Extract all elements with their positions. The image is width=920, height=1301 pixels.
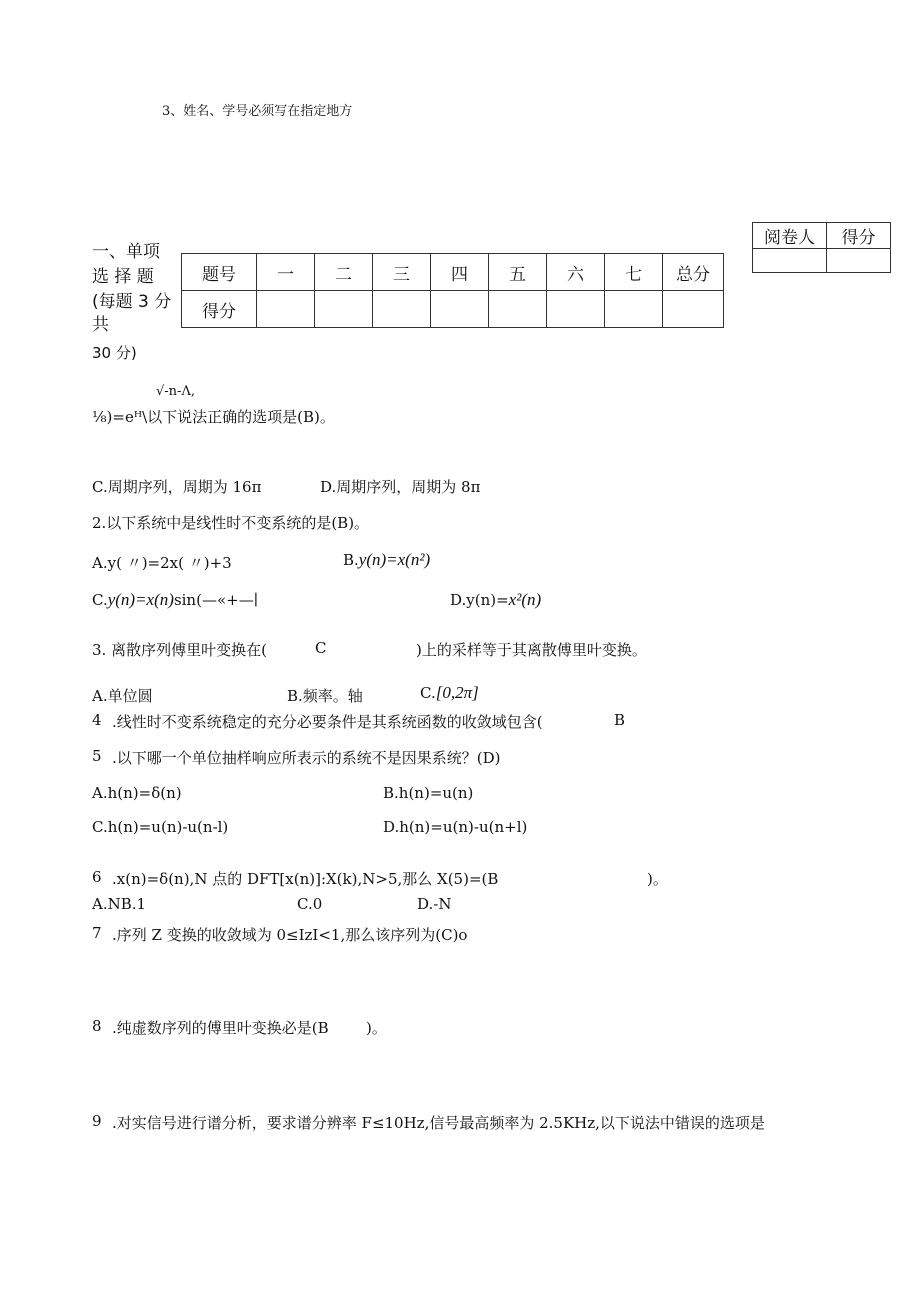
score-cell-7[interactable]	[605, 291, 663, 328]
score-cell-total[interactable]	[663, 291, 724, 328]
q3-option-a: A.单位圆	[92, 687, 153, 705]
score-table	[181, 253, 724, 328]
q2-option-d-formula: x²(n)	[508, 590, 542, 609]
score-header-4: 四	[431, 254, 489, 291]
score-cell-3[interactable]	[373, 291, 431, 328]
q4-answer: B	[614, 711, 626, 729]
q8-end: )。	[366, 1019, 387, 1037]
score-cell-5[interactable]	[489, 291, 547, 328]
q2-option-d	[450, 590, 541, 610]
score-header-6: 六	[547, 254, 605, 291]
q5-option-c: C.h(n)=u(n)-u(n-l)	[92, 818, 229, 836]
section-line-5: 30 分)	[92, 344, 137, 362]
q1-formula: √-n-Λ,	[156, 384, 195, 399]
q3-option-b: B.频率。轴	[287, 687, 363, 705]
q4-text: .线性时不变系统稳定的充分必要条件是其系统函数的收敛域包含(	[112, 713, 543, 731]
instruction-text: 3、姓名、学号必须写在指定地方	[162, 104, 353, 119]
q2-option-c-formula: y(n)=x(n)	[107, 590, 174, 609]
q2-text: 2.以下系统中是线性时不变系统的是(B)。	[92, 514, 370, 532]
q3-text: 3. 离散序列傅里叶变换在(	[92, 641, 267, 659]
q5-text: .以下哪一个单位抽样响应所表示的系统不是因果系统？(D)	[112, 749, 501, 767]
q5-option-b: B.h(n)=u(n)	[383, 784, 474, 802]
q9-number: 9	[92, 1112, 102, 1130]
score-cell-4[interactable]	[431, 291, 489, 328]
q6-end: )。	[647, 870, 668, 888]
reviewer-cell[interactable]	[753, 249, 827, 273]
q6-option-ab: A.NB.1	[92, 895, 147, 913]
score-header-1: 一	[257, 254, 315, 291]
q5-option-a: A.h(n)=δ(n)	[92, 784, 182, 802]
q2-option-b	[343, 550, 430, 570]
reviewer-score-header: 得分	[827, 223, 891, 249]
q7-number: 7	[92, 924, 102, 942]
q6-number: 6	[92, 868, 102, 886]
q1-option-d: D.周期序列，周期为 8π	[320, 478, 481, 496]
reviewer-header: 阅卷人	[753, 223, 827, 249]
section-line-4: 共	[92, 315, 109, 335]
q5-number: 5	[92, 747, 102, 765]
q7-text: .序列 Z 变换的收敛域为 0≤IzI<1,那么该序列为(C)o	[112, 926, 468, 944]
q5-option-d: D.h(n)=u(n)-u(n+l)	[383, 818, 528, 836]
score-header-5: 五	[489, 254, 547, 291]
q1-option-c: C.周期序列，周期为 16π	[92, 478, 262, 496]
score-header-3: 三	[373, 254, 431, 291]
section-line-1: 一、单项	[92, 242, 160, 262]
score-header-row	[182, 254, 724, 291]
q6-option-c: C.0	[297, 895, 323, 913]
q3-option-c-formula: [0,2π]	[435, 683, 479, 702]
q3-option-c	[420, 683, 479, 703]
section-line-3: (每题 3 分	[92, 292, 172, 312]
q2-option-b-prefix: B.	[343, 551, 359, 569]
q6-option-d: D.-N	[417, 895, 452, 913]
reviewer-table	[752, 222, 891, 273]
q2-option-c-prefix: C.	[92, 591, 108, 609]
score-header-total: 总分	[663, 254, 724, 291]
q3-option-c-prefix: C.	[420, 684, 436, 702]
q3-text-2: )上的采样等于其离散傅里叶变换。	[416, 641, 647, 659]
section-line-2: 选 择 题	[92, 267, 154, 287]
q2-option-c-suffix: sin(—«+—∣	[173, 591, 259, 609]
q4-number: 4	[92, 711, 102, 729]
score-cell-6[interactable]	[547, 291, 605, 328]
score-cell-2[interactable]	[315, 291, 373, 328]
score-header-label: 题号	[182, 254, 257, 291]
q2-option-a: A.y( 〃)=2x( 〃)+3	[92, 554, 232, 572]
q8-text: .纯虚数序列的傅里叶变换必是(B	[112, 1019, 329, 1037]
reviewer-score-cell[interactable]	[827, 249, 891, 273]
q8-number: 8	[92, 1017, 102, 1035]
score-row-label: 得分	[182, 291, 257, 328]
score-header-7: 七	[605, 254, 663, 291]
score-header-2: 二	[315, 254, 373, 291]
q1-text: ⅛)=eᴴ\以下说法正确的选项是(B)。	[92, 408, 335, 426]
score-cell-1[interactable]	[257, 291, 315, 328]
q9-text: .对实信号进行谱分析，要求谱分辨率 F≤10Hz,信号最高频率为 2.5KHz,以下说法中错误的选项是	[112, 1114, 765, 1132]
q2-option-d-prefix: D.y(n)=	[450, 591, 509, 609]
q2-option-b-formula: y(n)=x(n²)	[358, 550, 431, 569]
q6-text: .x(n)=δ(n),N 点的 DFT[x(n)]:X(k),N>5,那么 X(5)=(B	[112, 870, 499, 888]
score-value-row	[182, 291, 724, 328]
q2-option-c	[92, 590, 258, 610]
q3-answer: C	[315, 639, 327, 657]
